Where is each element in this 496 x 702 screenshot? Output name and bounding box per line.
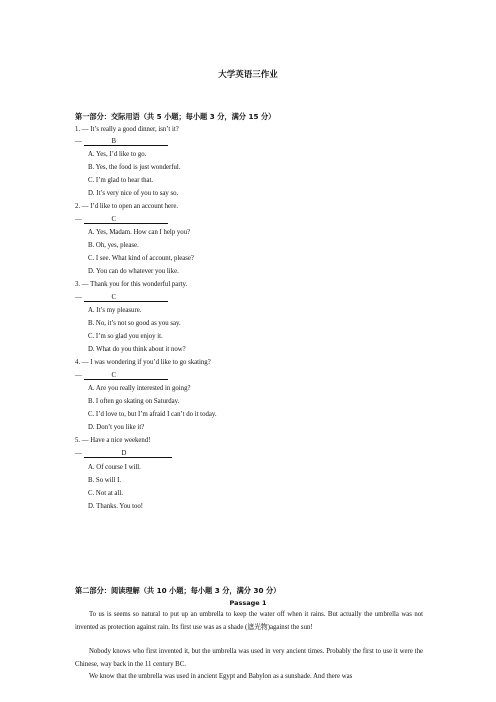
question-2-answer — [75, 216, 168, 224]
question-3-option-a: A. It’s my pleasure. — [88, 307, 142, 314]
question-1-option-c: C. I’m glad to hear that. — [88, 177, 154, 184]
question-4-answer — [75, 372, 168, 380]
question-1-stem: 1. — It’s really a good dinner, isn’t it? — [75, 126, 179, 133]
question-4-option-d: D. Don’t you like it? — [88, 424, 145, 431]
part2-heading: 第二部分：阅读理解（共 10 小题；每小题 3 分，满分 30 分） — [75, 586, 281, 595]
question-2-option-a: A. Yes, Madam. How can I help you? — [88, 229, 191, 236]
question-2-option-d: D. You can do whatever you like. — [88, 268, 179, 275]
question-4-option-c: C. I’d love to, but I’m afraid I can’t do it today. — [88, 411, 217, 418]
passage-paragraph-1: To us is seems so natural to put up an umbrella to keep the water off when it rains. But actually the umbrella was not invented as protection against rain. Its first use was as a shade (遮光物)against the sun! — [75, 611, 423, 631]
document-title: 大学英语三作业 — [218, 70, 278, 80]
question-5-option-b: B. So will I. — [88, 477, 122, 484]
answer-letter: C — [111, 372, 117, 379]
question-4-stem: 4. — I was wondering if you’d like to go skating? — [75, 359, 211, 366]
question-5-stem: 5. — Have a nice weekend! — [75, 437, 151, 444]
question-4-option-a: A. Are you really interested in going? — [88, 385, 191, 392]
passage-paragraph-2: Nobody knows who first invented it, but the umbrella was used in very ancient times. Probably the first to use it were the Chinese, way back in the 11 century BC. — [75, 648, 423, 668]
answer-dash: — — [75, 294, 82, 301]
question-4-option-b: B. I often go skating on Saturday. — [88, 398, 180, 405]
answer-dash: — — [75, 450, 82, 457]
question-1-option-d: D. It’s very nice of you to say so. — [88, 190, 179, 197]
question-5-option-c: C. Not at all. — [88, 490, 123, 497]
question-3-stem: 3. — Thank you for this wonderful party. — [75, 281, 188, 288]
question-3-option-d: D. What do you think about it now? — [88, 346, 186, 353]
answer-dash: — — [75, 216, 82, 223]
passage-paragraph-3: We know that the umbrella was used in ancient Egypt and Babylon as a sunshade. And there was — [89, 673, 353, 680]
answer-dash: — — [75, 372, 82, 379]
answer-dash: — — [75, 138, 82, 145]
answer-letter: C — [111, 294, 117, 301]
question-5-option-d: D. Thanks. You too! — [88, 503, 144, 510]
answer-letter: C — [111, 216, 117, 223]
question-2-stem: 2. — I’d like to open an account here. — [75, 203, 179, 210]
question-3-option-b: B. No, it’s not so good as you say. — [88, 320, 181, 327]
answer-letter: B — [111, 138, 117, 145]
question-1-answer — [75, 138, 168, 146]
part1-heading: 第一部分：交际用语（共 5 小题；每小题 3 分，满分 15 分） — [75, 112, 276, 121]
question-2-option-b: B. Oh, yes, please. — [88, 242, 139, 249]
answer-letter: D — [121, 450, 127, 457]
question-1-option-a: A. Yes, I’d like to go. — [88, 151, 147, 158]
question-3-option-c: C. I’m so glad you enjoy it. — [88, 333, 163, 340]
question-5-option-a: A. Of course I will. — [88, 464, 141, 471]
question-5-answer — [75, 450, 172, 458]
question-1-option-b: B. Yes, the food is just wonderful. — [88, 164, 181, 171]
question-2-option-c: C. I see. What kind of account, please? — [88, 255, 194, 262]
passage-title: Passage 1 — [229, 599, 267, 607]
question-3-answer — [75, 294, 168, 302]
